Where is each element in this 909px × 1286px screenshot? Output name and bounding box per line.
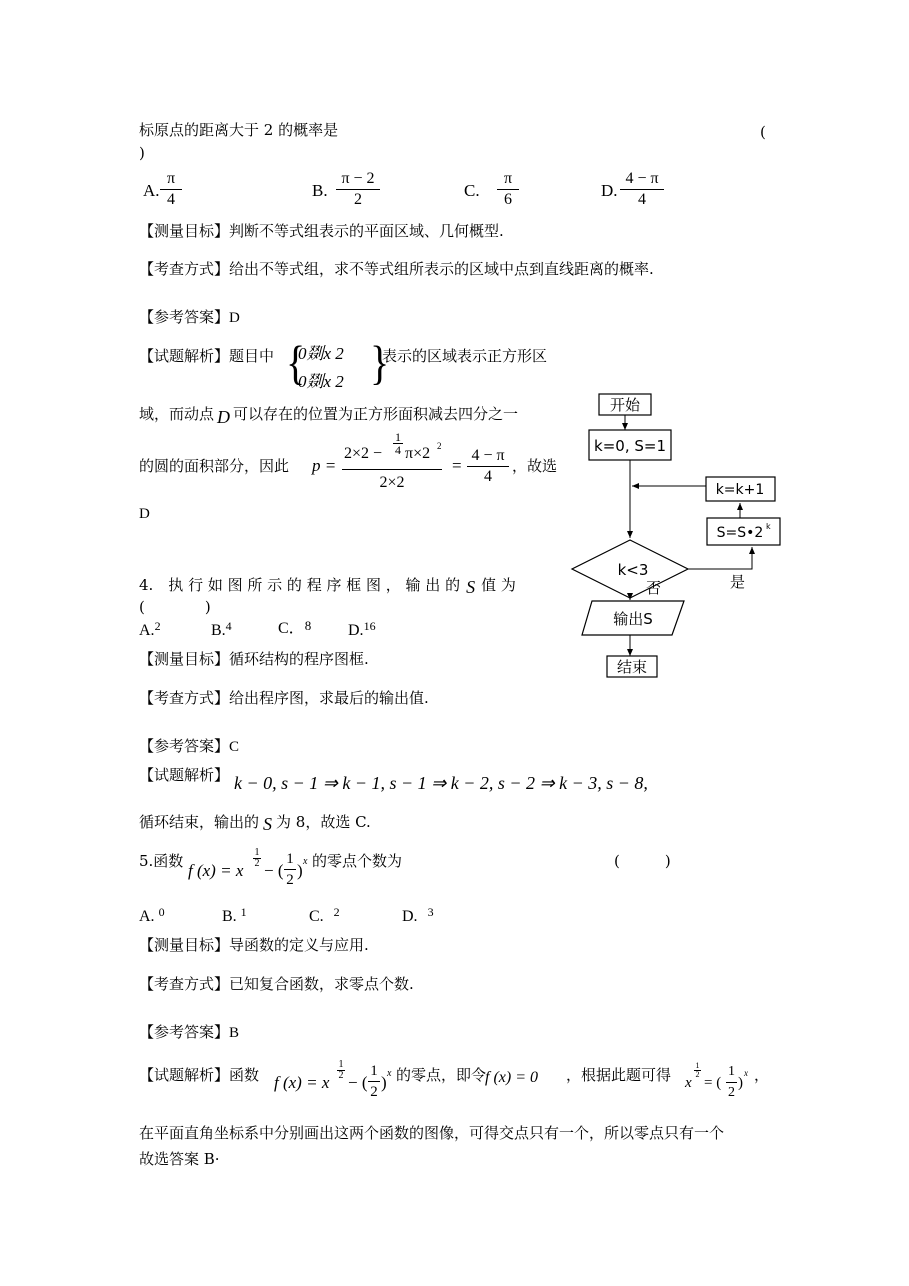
q3-option-d-num: 4 − π [625,170,659,187]
q5-stem-a: 5.函数 [139,852,184,870]
q3-prob-num-exp: 2 [437,441,442,451]
q5-analysis-x-exponent [694,1062,701,1079]
q3-option-c-label: C. [464,181,480,200]
q3-analysis-line2 [139,404,519,427]
q3-option-b-label: B. [312,181,328,200]
flow-output-label: 输出S [613,610,653,628]
q3-result-num: 4 − π [471,447,505,464]
q3-prob-denominator: 2×2 [379,474,405,491]
q4-conclusion-b: 为 8，故选 C. [276,813,371,831]
q4-conclusion [139,812,371,834]
q3-analysis-line3b: ，故选 [512,457,558,475]
q4-stem-a: 4. 执 行 如 图 所 示 的 程 序 框 图 ， 输 出 的 [139,576,461,594]
q5-option-a-value: 0 [158,905,165,919]
q5-analysis-exp-den: 2 [338,1070,344,1081]
q3-option-a-fraction [160,170,182,209]
q5-analysis-rhs-half-den: 2 [728,1085,735,1100]
q5-analysis-exp-num: 1 [338,1059,344,1070]
q3-analysis-line2-a: 域，而动点 [139,405,215,423]
q4-option-c-label: C． [278,620,305,637]
q4-goal-text: 循环结构的程序图框. [229,650,369,668]
q5-option-a-label: A. [139,908,155,925]
q4-paren: ( ) [139,598,211,616]
q3-analysis-line4: D [139,506,150,522]
q3-paren-close: ) [139,144,145,162]
flow-init-label: k=0, S=1 [594,437,666,455]
flow-condition-label: k<3 [617,561,649,579]
q3-answer-value: D [229,310,240,326]
q4-stem-b: 值 为 [481,576,516,594]
q3-prob-numerator [342,431,442,469]
q5-goal-label: 【测量目标】 [139,936,230,954]
q4-stem-var: S [466,577,476,597]
q4-analysis-expression: k − 0, s − 1 ⇒ k − 1, s − 1 ⇒ k − 2, s − 2 ⇒ k − 3, s − 8, [234,773,648,793]
q3-option-c-num: π [503,170,513,187]
q3-prob-inner-den: 4 [395,443,401,457]
q3-option-a-den: 4 [167,191,175,208]
q5-analysis-exponent [337,1060,345,1081]
q5-analysis-rhs-close: ) [738,1075,743,1091]
q3-option-a-label: A. [143,181,160,200]
q4-conclusion-a: 循环结束，输出的 [139,813,260,831]
q3-option-b-num: π − 2 [341,170,375,187]
q4-goal-label: 【测量目标】 [139,650,230,668]
q5-analysis-tail: ， [754,1066,770,1084]
q3-method-label: 【考查方式】 [139,260,230,278]
q4-option-b [211,619,232,640]
q4-option-b-label: B. [211,622,226,639]
q5-analysis-half [368,1062,380,1101]
q5-option-c-value: 2 [333,905,340,919]
q5-goal-text: 导函数的定义与应用. [229,936,369,954]
q4-analysis-label: 【试题解析】 [139,766,230,784]
q3-prob-inner-num: 1 [395,430,401,444]
q5-stem-close: ) [297,861,303,880]
q5-analysis-close: ) [381,1073,387,1092]
q3-method-text: 给出不等式组，求不等式组所表示的区域中点到直线距离的概率. [229,260,654,278]
q3-point-d: D [217,407,231,427]
q4-option-d-value: 16 [363,619,376,633]
flow-start-label: 开始 [609,396,641,414]
q5-analysis-half-den: 2 [370,1084,378,1100]
q3-system-left-brace: { [286,335,306,390]
q5-analysis-rhs-half [726,1063,737,1102]
q3-prob-inner-fraction [393,431,403,456]
q3-option-d-den: 4 [638,191,646,208]
q3-analysis-line3a: 的圆的面积部分，因此 [139,457,290,475]
flow-no-label: 否 [646,579,662,597]
q3-p-symbol: p = [312,456,337,475]
q3-option-a-num: π [166,170,176,187]
q5-analysis-b: 的零点，即令 [396,1066,487,1084]
q5-analysis-rhs-half-num: 1 [728,1064,735,1079]
q3-analysis-line2-b: 可以存在的位置为正方形面积减去四分之一 [233,405,519,423]
q5-analysis-label: 【试题解析】 [139,1066,230,1084]
q3-option-c-fraction [497,170,519,209]
q5-answer [139,1023,239,1042]
q4-method-text: 给出程序图，求最后的输出值. [229,689,429,707]
q4-option-d [348,619,376,640]
q5-stem-b: 的零点个数为 [312,852,403,870]
flow-update-k-label: k=k+1 [715,482,765,498]
q3-goal-label: 【测量目标】 [139,222,230,240]
q5-option-b-label: B. [222,908,237,925]
q5-option-a [139,905,165,926]
q3-system-right-brace: } [370,335,390,390]
q4-method-label: 【考查方式】 [139,689,230,707]
q3-system-row2: 0剟x 2 [298,372,344,391]
q5-stem-exponent [253,848,261,869]
q3-option-d-label: D. [601,181,618,200]
q5-analysis-text: 函数 [229,1066,260,1084]
q5-answer-value: B [229,1025,240,1041]
q5-stem-half-den: 2 [286,872,294,888]
q5-paren: ( ) [614,852,671,870]
flow-update-s-exponent: k [766,522,771,531]
q5-analysis-c: ，根据此题可得 [566,1066,672,1084]
q5-option-b-value: 1 [240,905,247,919]
q5-analysis-half-num: 1 [370,1063,378,1079]
q4-answer [139,737,239,756]
q3-stem-tail: 标原点的距离大于 2 的概率是 [139,121,339,139]
q5-analysis-fx: f (x) = x [274,1073,330,1092]
q3-equals: = [452,456,462,475]
q4-option-c [278,620,311,638]
q3-result-fraction [467,447,509,486]
q4-option-b-value: 4 [225,619,232,633]
q4-option-a-label: A. [139,622,155,639]
q5-stem-half [284,850,296,889]
q4-option-a-value: 2 [154,619,161,633]
q5-stem-half-num: 1 [286,851,294,867]
q5-stem-exp2: x [303,856,308,867]
q3-analysis-line1b: 表示的区域表示正方形区 [382,347,548,365]
q3-answer-label: 【参考答案】 [139,308,230,326]
q3-goal-text: 判断不等式组表示的平面区域、几何概型. [229,222,504,240]
program-flowchart [570,390,790,685]
q5-analysis-exp2: x [387,1068,392,1079]
q5-option-d-label: D. [402,908,418,925]
q5-analysis-x-exp-num: 1 [695,1061,700,1070]
flow-end-label: 结束 [616,658,648,676]
q5-stem-exp-num: 1 [254,847,260,858]
q3-result-den: 4 [484,468,492,485]
q5-analysis-minus: − ( [348,1073,368,1092]
q3-paren-open: ( [760,123,766,141]
q4-answer-value: C [229,739,240,755]
q5-method [139,975,414,993]
q5-stem-minus: − ( [264,861,284,880]
q3-probability-fraction [342,431,442,492]
q5-stem-fx: f (x) = x [188,861,244,880]
flow-update-s-label: S=S•2 [716,525,764,541]
q4-option-a [139,619,161,640]
q5-option-d [402,905,434,926]
q4-conclusion-var: S [263,814,273,834]
flow-yes-label: 是 [730,573,746,591]
q3-prob-num-a: 2×2 − [344,445,383,462]
q5-goal [139,936,369,954]
q5-option-d-value: 3 [427,905,434,919]
q4-option-d-label: D. [348,622,364,639]
q5-option-b [222,905,247,926]
q5-stem-exp-den: 2 [254,858,260,869]
q3-goal [139,222,504,240]
q5-option-c-label: C. [309,908,324,925]
q5-analysis-rhs: = ( [704,1075,722,1091]
q3-method [139,260,654,278]
q5-option-c [309,905,340,926]
q4-option-c-value: 8 [304,618,312,633]
q4-stem [139,575,516,597]
q3-option-b-fraction [336,170,380,209]
q3-analysis-label: 【试题解析】 [139,347,230,365]
q3-analysis-text: 题目中 [229,347,275,365]
q3-prob-num-tail: π×2 [405,445,431,462]
q3-system-row1: 0剟x 2 [298,344,344,363]
q4-method [139,689,429,707]
q5-analysis-x: x [685,1075,692,1091]
q5-analysis-lead [139,1066,259,1084]
q5-analysis-x-exp-den: 2 [695,1070,700,1079]
q3-option-c-den: 6 [504,191,512,208]
q3-answer [139,308,240,327]
q4-goal [139,650,369,668]
q3-option-b-den: 2 [354,191,362,208]
q3-option-d-fraction [620,170,664,209]
q5-analysis-eq0: f (x) = 0 [485,1069,538,1086]
q5-method-text: 已知复合函数，求零点个数. [229,975,414,993]
q3-analysis-line1a [139,347,274,365]
q5-answer-label: 【参考答案】 [139,1023,230,1041]
q5-analysis-line3: 故选答案 B· [139,1150,220,1168]
q5-analysis-line2: 在平面直角坐标系中分别画出这两个函数的图像，可得交点只有一个，所以零点只有一个 [139,1124,725,1142]
q5-method-label: 【考查方式】 [139,975,230,993]
q5-analysis-rhs-exp: x [744,1068,748,1078]
q4-answer-label: 【参考答案】 [139,737,230,755]
